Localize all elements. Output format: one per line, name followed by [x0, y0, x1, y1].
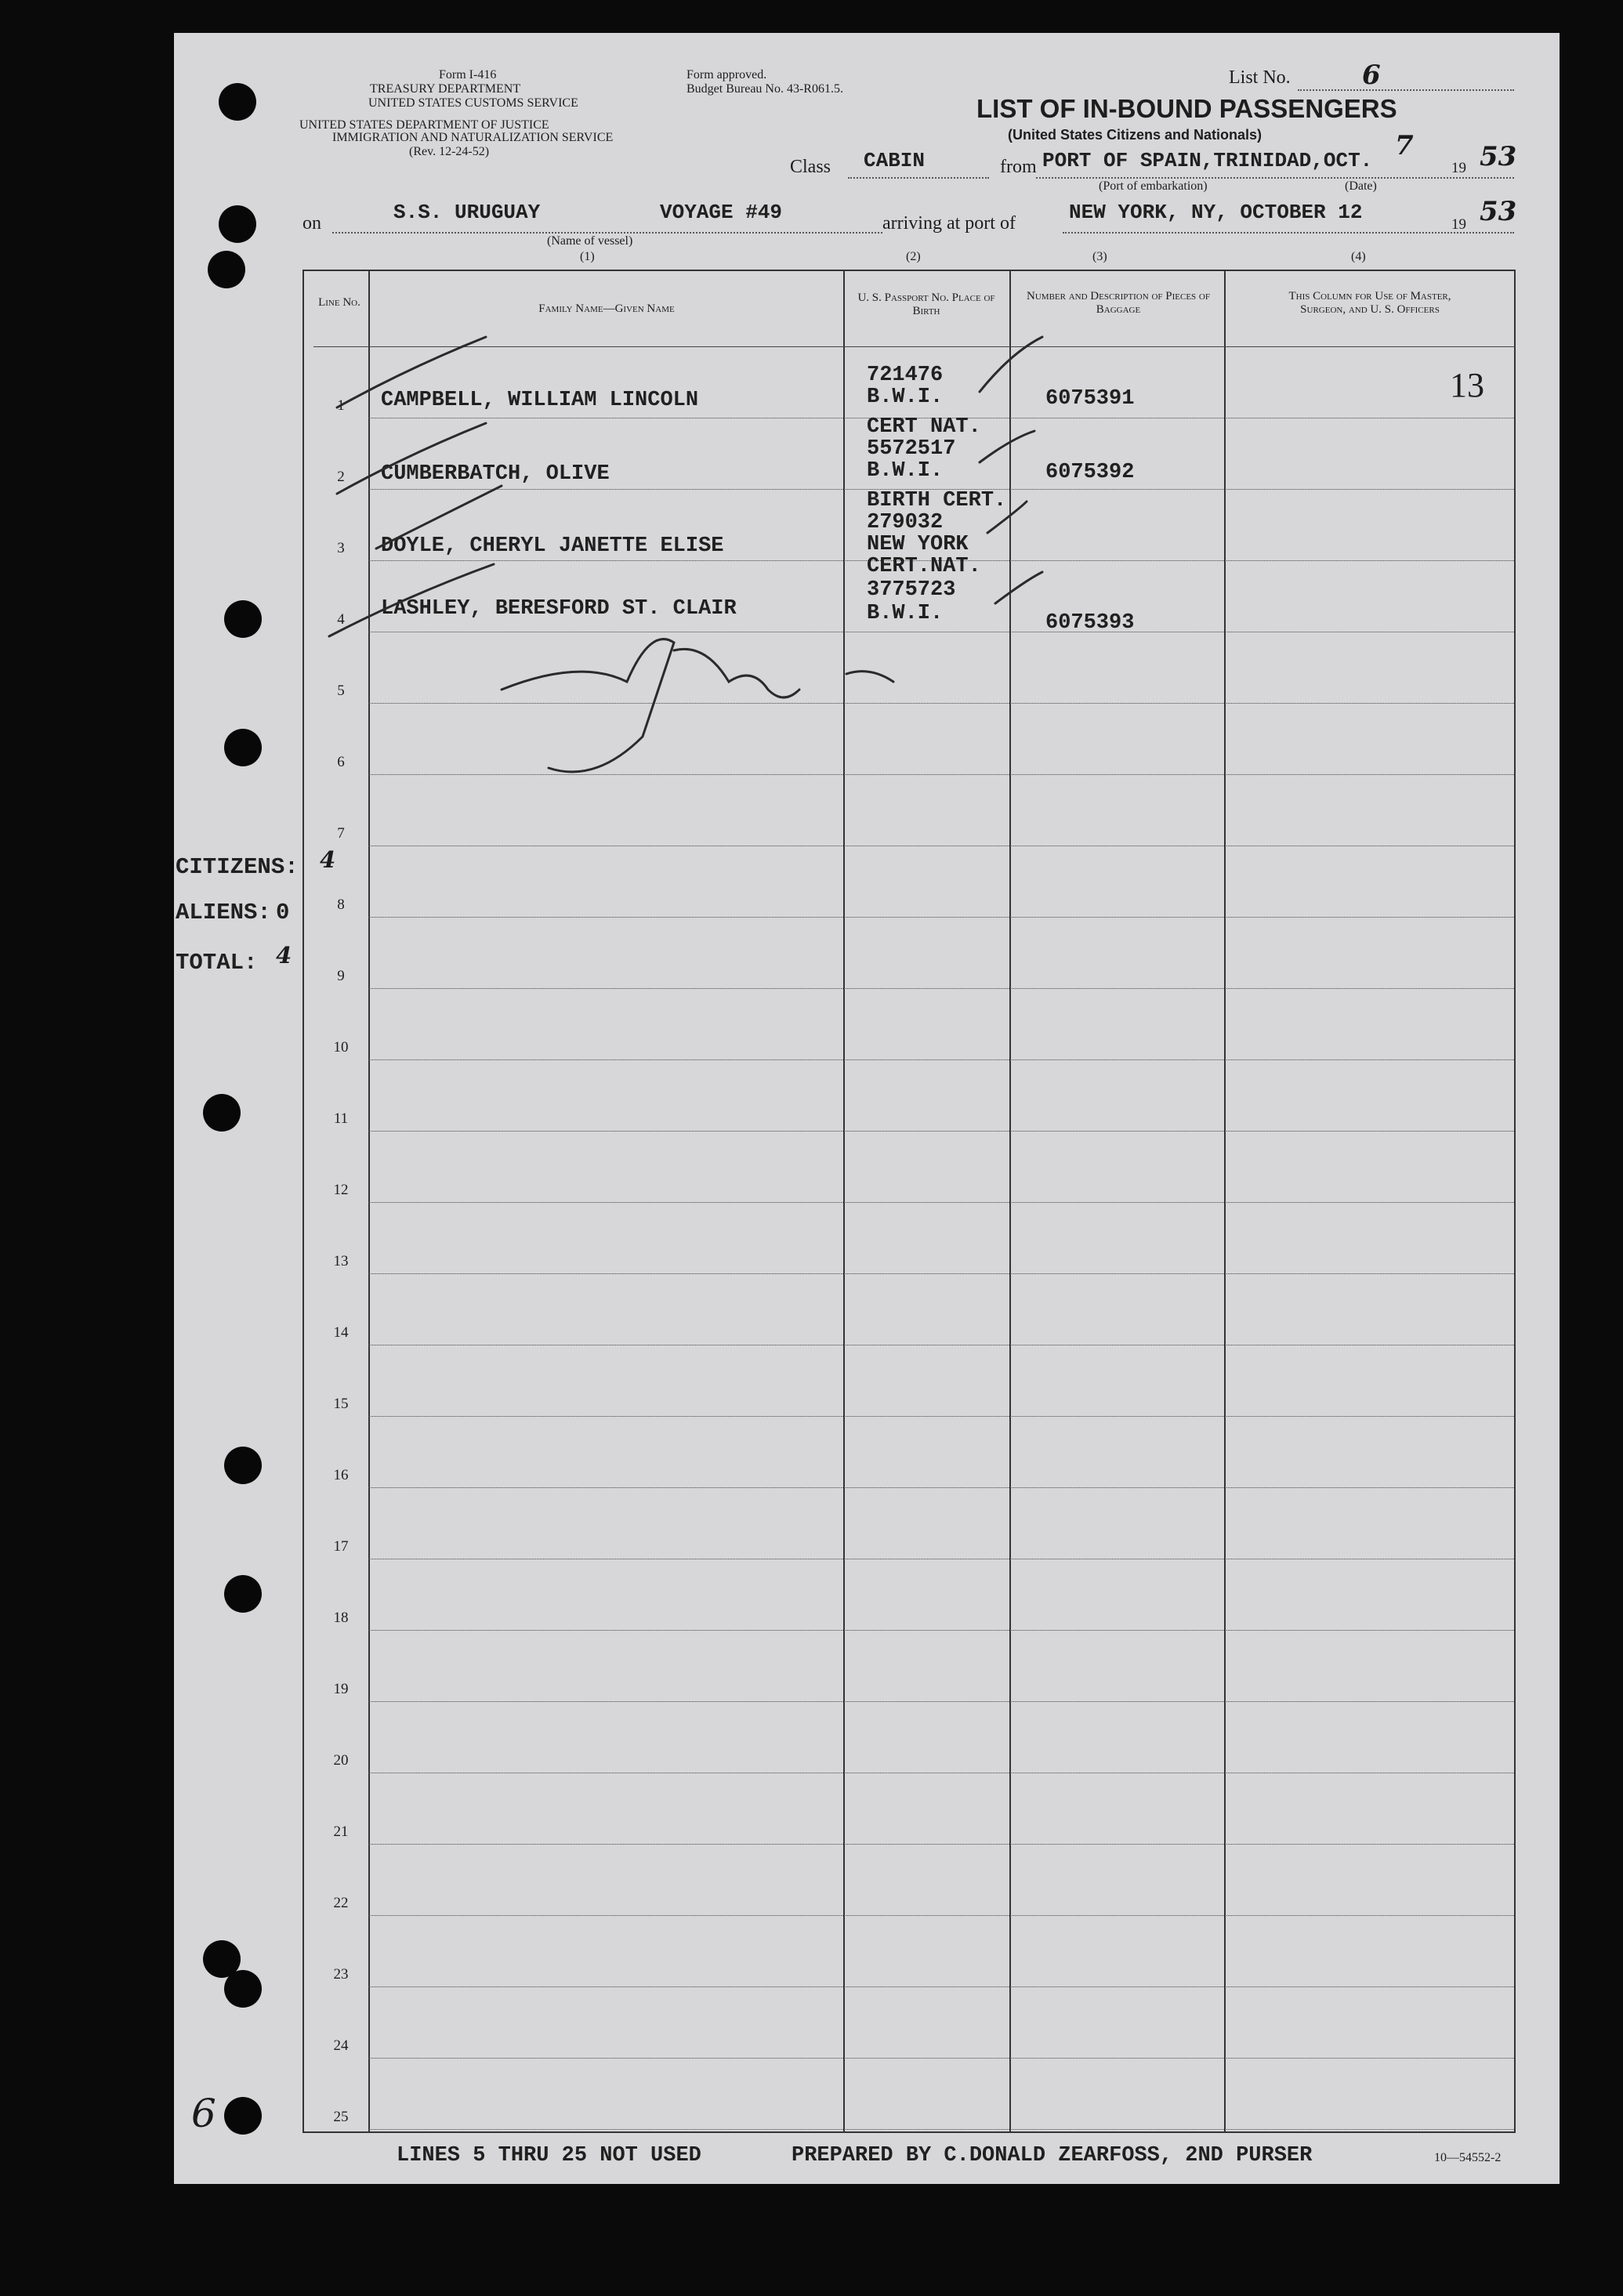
embarkation-port: PORT OF SPAIN,TRINIDAD,OCT.	[1042, 149, 1373, 172]
passenger-1-passport: 721476	[867, 364, 944, 387]
class-value: CABIN	[864, 149, 926, 172]
line-number: 24	[333, 2037, 349, 2054]
passenger-3-birthplace: NEW YORK	[867, 533, 969, 556]
line-number: 14	[333, 1324, 349, 1341]
vessel-caption: (Name of vessel)	[547, 234, 633, 248]
passenger-4-passport: 3775723	[867, 578, 956, 602]
total-label: TOTAL:	[176, 950, 258, 976]
ins: IMMIGRATION AND NATURALIZATION SERVICE	[332, 131, 614, 144]
aliens-count: 0	[276, 900, 290, 925]
customs-service: UNITED STATES CUSTOMS SERVICE	[368, 96, 578, 110]
list-no-label: List No.	[1229, 67, 1291, 88]
footer-prepared-by: PREPARED BY C.DONALD ZEARFOSS, 2ND PURSER	[792, 2144, 1313, 2167]
line-number: 9	[337, 968, 345, 984]
line-number: 19	[333, 1681, 349, 1697]
list-subtitle: (United States Citizens and Nationals)	[1008, 127, 1263, 143]
passenger-4-baggage: 6075393	[1045, 611, 1135, 635]
passenger-4-name: LASHLEY, BERESFORD ST. CLAIR	[381, 597, 737, 621]
column-number-1: (1)	[580, 250, 595, 263]
officer-note: 13	[1450, 366, 1484, 404]
treasury-department: TREASURY DEPARTMENT	[370, 82, 521, 96]
line-number: 22	[333, 1895, 349, 1911]
footer-print-code: 10—54552-2	[1434, 2151, 1502, 2164]
passenger-4-birthplace: B.W.I.	[867, 602, 944, 625]
line-number: 4	[337, 611, 345, 628]
list-title: LIST OF IN-BOUND PASSENGERS	[976, 94, 1397, 123]
department-of-justice: UNITED STATES DEPARTMENT OF JUSTICE	[299, 118, 549, 132]
passenger-2-document: CERT NAT.	[867, 415, 981, 439]
list-no-value: 6	[1362, 60, 1381, 91]
passenger-4-document: CERT.NAT.	[867, 555, 981, 578]
passenger-1-name: CAMPBELL, WILLIAM LINCOLN	[381, 389, 699, 412]
embark-year-prefix: 19	[1451, 160, 1466, 176]
column-number-4: (4)	[1351, 250, 1366, 263]
date-caption: (Date)	[1345, 179, 1377, 193]
header-officers: This Column for Use of Master, Surgeon, and U. S. Officers	[1288, 290, 1451, 316]
budget-bureau: Budget Bureau No. 43-R061.5.	[687, 82, 843, 96]
class-label: Class	[790, 157, 831, 177]
margin-mark: 6	[191, 2091, 216, 2136]
on-label: on	[303, 213, 321, 234]
passenger-1-baggage: 6075391	[1045, 387, 1135, 411]
line-number: 18	[333, 1610, 349, 1626]
header-baggage: Number and Description of Pieces of Baggage	[1027, 290, 1210, 316]
line-number: 25	[333, 2109, 349, 2125]
line-number: 2	[337, 469, 345, 485]
passenger-2-birthplace: B.W.I.	[867, 459, 944, 483]
passenger-2-baggage: 6075392	[1045, 461, 1135, 484]
line-number: 11	[333, 1110, 349, 1127]
column-number-3: (3)	[1092, 250, 1107, 263]
arrival-year-prefix: 19	[1451, 216, 1466, 233]
line-number: 23	[333, 1966, 349, 1983]
passenger-1-birthplace: B.W.I.	[867, 386, 944, 409]
line-number: 7	[337, 825, 345, 842]
citizens-count: 4	[320, 846, 336, 873]
passenger-2-name: CUMBERBATCH, OLIVE	[381, 462, 610, 486]
passenger-3-passport: 279032	[867, 511, 944, 534]
passenger-3-name: DOYLE, CHERYL JANETTE ELISE	[381, 534, 724, 558]
citizens-label: CITIZENS:	[176, 854, 299, 880]
embark-caption: (Port of embarkation)	[1099, 179, 1208, 193]
line-number: 6	[337, 754, 345, 770]
header-line-no: Line No.	[318, 296, 360, 309]
aliens-label: ALIENS:	[176, 900, 271, 925]
arrival-year: 53	[1480, 196, 1517, 227]
from-label: from	[1000, 157, 1037, 177]
total-count: 4	[276, 942, 292, 969]
passenger-2-passport: 5572517	[867, 437, 956, 461]
line-number: 17	[333, 1538, 349, 1555]
line-number: 20	[333, 1752, 349, 1769]
arriving-label: arriving at port of	[882, 213, 1016, 234]
revision: (Rev. 12-24-52)	[409, 145, 490, 158]
passenger-3-document: BIRTH CERT.	[867, 489, 1007, 512]
line-number: 21	[333, 1823, 349, 1840]
header-passport: U. S. Passport No. Place of Birth	[857, 292, 995, 317]
form-number: Form I-416	[439, 68, 497, 81]
line-number: 10	[333, 1039, 349, 1056]
line-number: 12	[333, 1182, 349, 1198]
header-name: Family Name—Given Name	[538, 302, 675, 315]
column-number-2: (2)	[906, 250, 921, 263]
line-number: 15	[333, 1396, 349, 1412]
line-number: 13	[333, 1253, 349, 1269]
footer-unused-lines: LINES 5 THRU 25 NOT USED	[397, 2144, 701, 2167]
line-number: 3	[337, 540, 345, 556]
line-number: 5	[337, 683, 345, 699]
line-number: 8	[337, 896, 345, 913]
embarkation-day: 7	[1395, 130, 1414, 161]
form-approved: Form approved.	[687, 68, 767, 81]
embarkation-year: 53	[1480, 141, 1517, 172]
voyage-number: VOYAGE #49	[660, 201, 783, 224]
line-number: 16	[333, 1467, 349, 1483]
vessel-name: S.S. URUGUAY	[393, 201, 541, 224]
arrival-port: NEW YORK, NY, OCTOBER 12	[1069, 201, 1363, 224]
line-number: 1	[337, 397, 345, 414]
